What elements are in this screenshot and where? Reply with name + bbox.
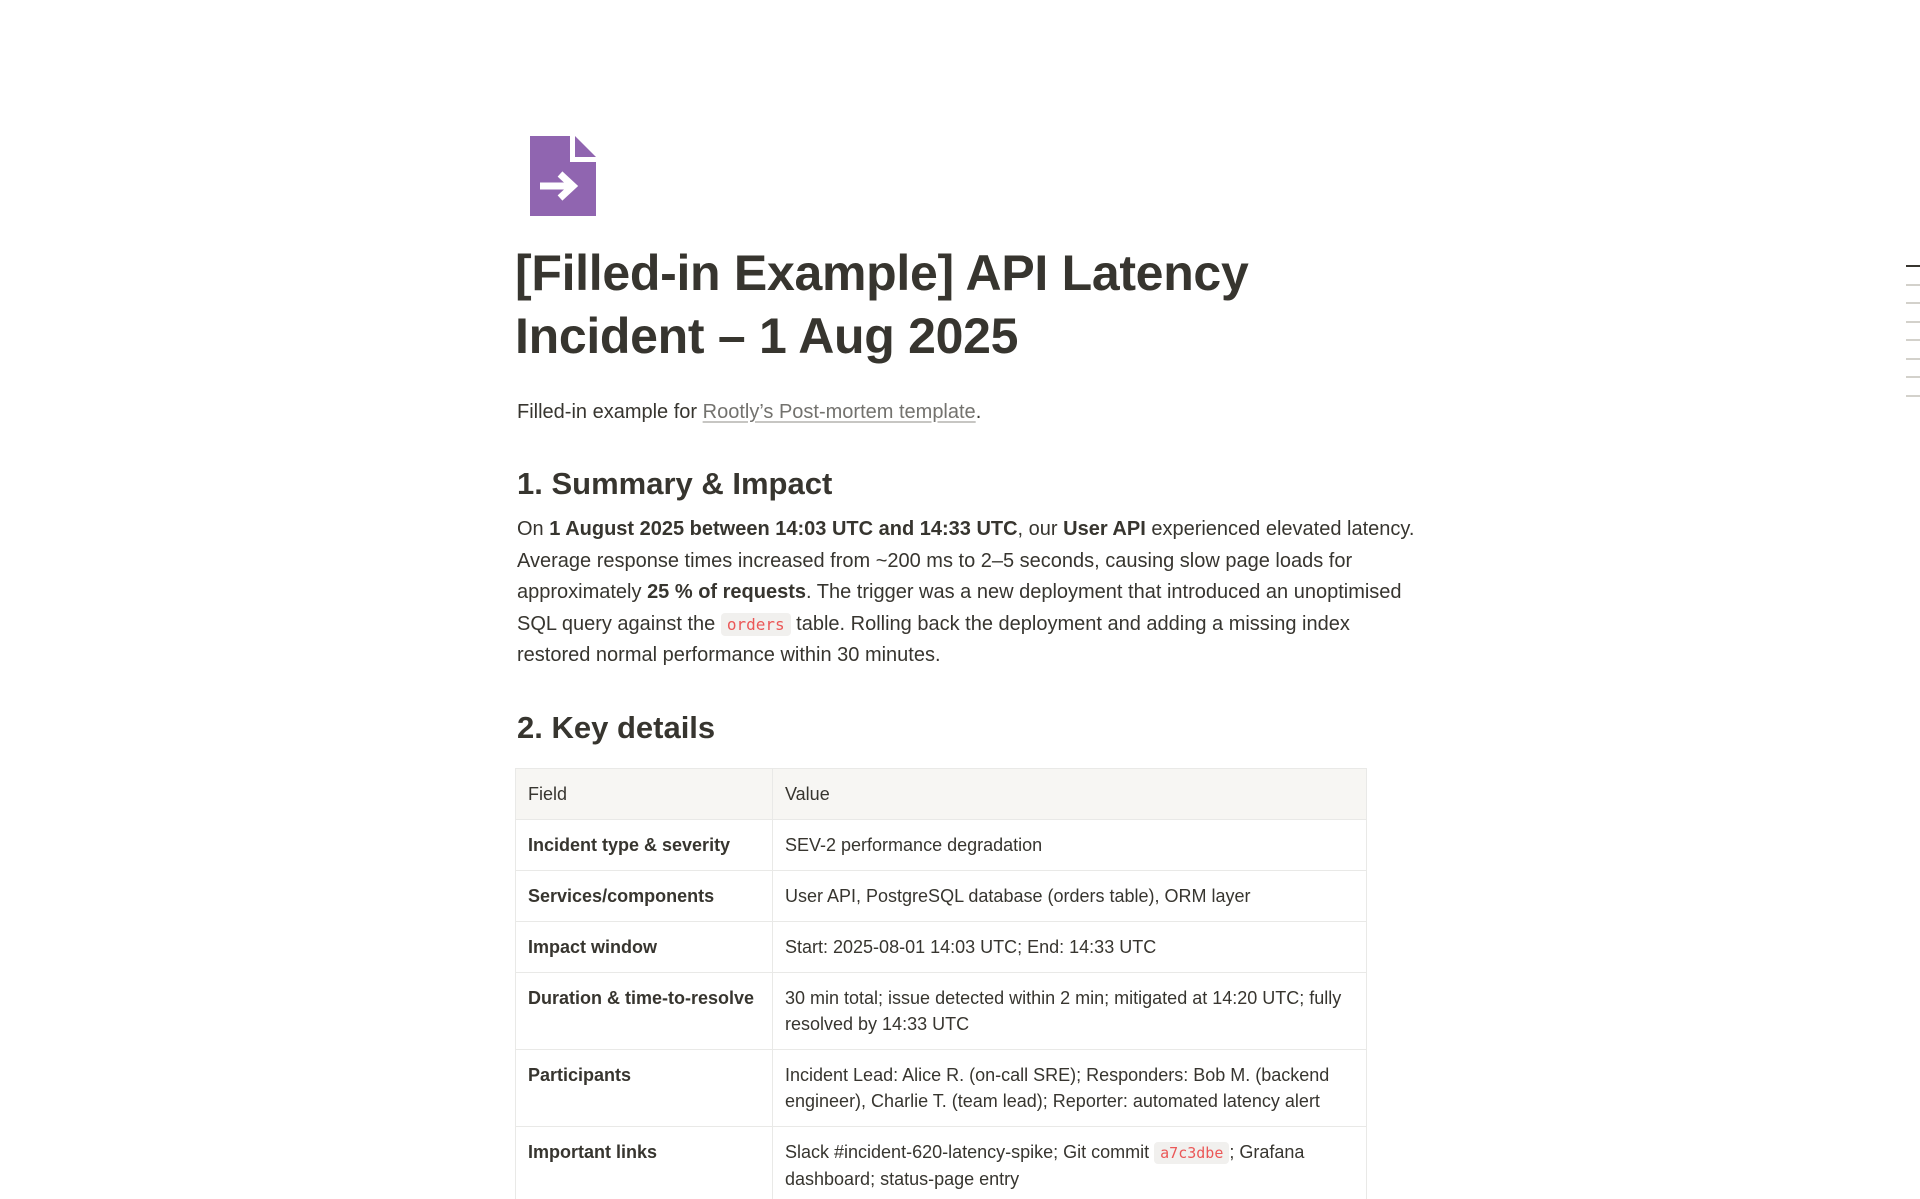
commit-hash-code: a7c3dbe [1154,1142,1229,1164]
toc-line[interactable] [1906,284,1920,286]
details-heading: 2. Key details [517,709,716,745]
table-row [516,1126,1367,1199]
key-details-table [515,768,1367,1199]
document-arrow-icon[interactable] [530,136,596,216]
toc-line[interactable] [1906,302,1920,304]
toc-line[interactable] [1906,376,1920,378]
summary-text: , our [1017,518,1064,540]
toc-line[interactable] [1906,395,1920,397]
summary-paragraph [517,514,1417,672]
table-of-contents-icon[interactable] [1906,265,1920,413]
table-cell-field[interactable]: Incident type & severity [516,819,773,870]
column-header-field[interactable]: Field [516,768,773,819]
template-link[interactable]: Rootly’s Post-mortem template [702,401,976,423]
toc-line[interactable] [1906,339,1920,341]
table-cell-field[interactable]: Services/components [516,870,773,921]
summary-text: On [517,518,550,540]
summary-text: experienced elevated latency. Average response times increased from ~200 ms to 2–5 seconds, causing slow page loads for approximately [517,518,1415,603]
table-cell-value[interactable] [773,1126,1367,1199]
table-cell-field[interactable]: Impact window [516,921,773,972]
table-row [516,870,1367,921]
intro-prefix: Filled-in example for [517,401,703,423]
table-cell-field[interactable]: Important links [516,1126,773,1199]
column-header-value[interactable]: Value [773,768,1367,819]
table-row [516,921,1367,972]
summary-bold: User API [1063,518,1146,540]
table-cell-value[interactable]: 30 min total; issue detected within 2 min; mitigated at 14:20 UTC; fully resolved by 14:33 UTC [773,972,1367,1049]
table-cell-value[interactable]: Start: 2025-08-01 14:03 UTC; End: 14:33 UTC [773,921,1367,972]
table-header-row [516,768,1367,819]
toc-line[interactable] [1906,358,1920,360]
toc-line[interactable] [1906,321,1920,323]
summary-text: table. Rolling back the deployment and adding a missing index restored normal performance within 30 minutes. [517,612,1350,666]
links-text: ; Grafana dashboard; status-page entry [785,1141,1305,1189]
page-title: [Filled-in Example] API Latency Incident – 1 Aug 2025 [515,245,1249,364]
table-cell-value[interactable]: User API, PostgreSQL database (orders table), ORM layer [773,870,1367,921]
links-text: Slack #incident-620-latency-spike; Git commit [785,1141,1155,1162]
page-content [517,396,1417,1199]
table-row [516,819,1367,870]
table-row [516,972,1367,1049]
table-cell-value[interactable]: Incident Lead: Alice R. (on-call SRE); Responders: Bob M. (backend engineer), Charlie T. (team lead); Reporter: automated latency alert [773,1049,1367,1126]
summary-heading: 1. Summary & Impact [517,466,833,501]
intro-suffix: . [975,401,982,423]
table-cell-field[interactable]: Participants [516,1049,773,1126]
table-cell-value[interactable]: SEV-2 performance degradation [773,819,1367,870]
inline-code: orders [721,613,791,636]
summary-text: . The trigger was a new deployment that introduced an unoptimised SQL query against the [517,581,1402,635]
toc-line[interactable] [1906,265,1920,267]
summary-bold: 25 % of requests [647,581,807,603]
table-cell-field[interactable]: Duration & time-to-resolve [516,972,773,1049]
table-row [516,1049,1367,1126]
intro-paragraph [517,396,1417,428]
summary-bold: 1 August 2025 between 14:03 UTC and 14:33 UTC [549,518,1018,540]
